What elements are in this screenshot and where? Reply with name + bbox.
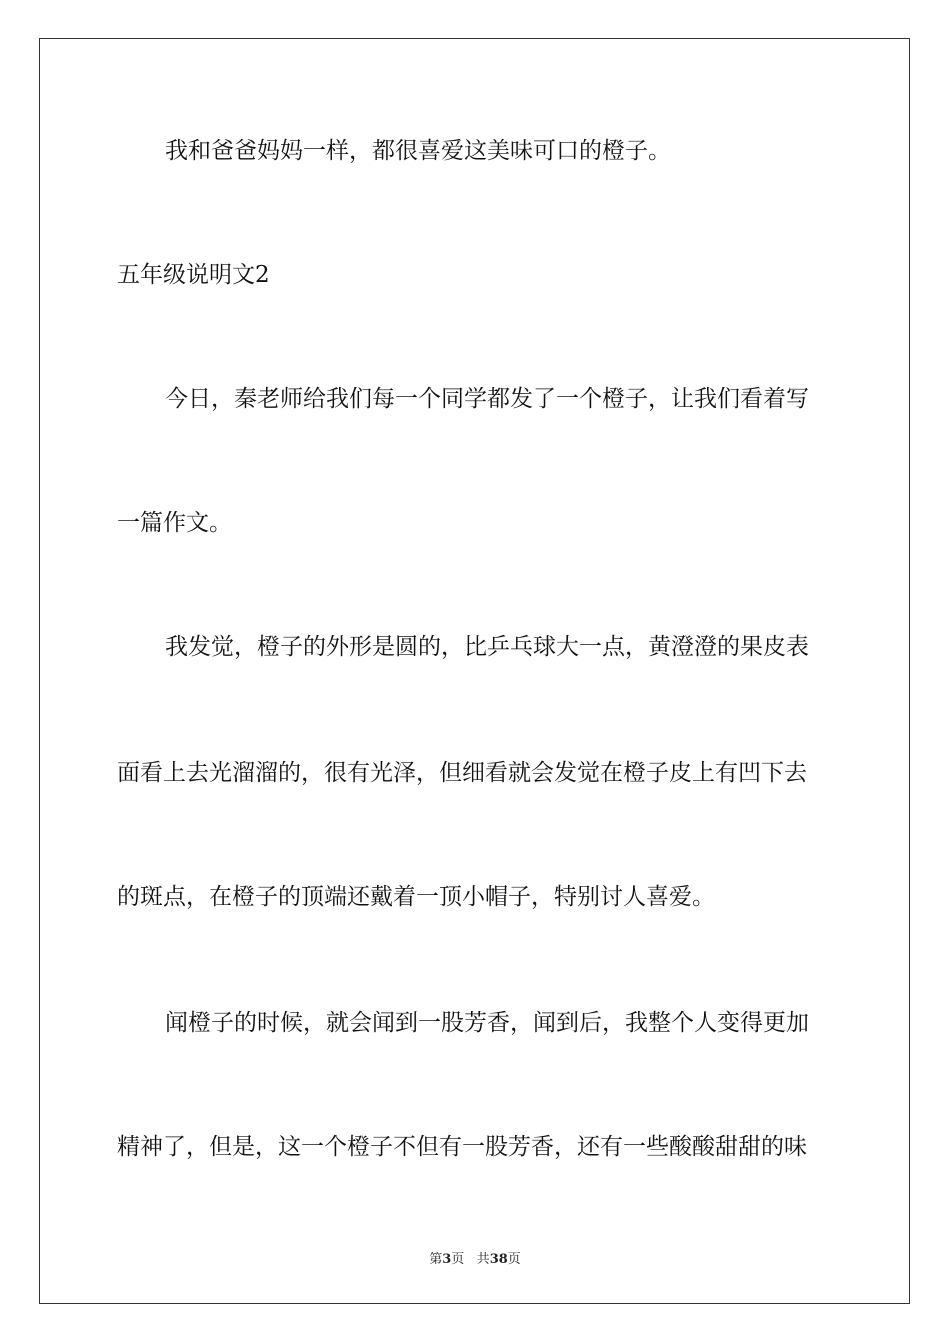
- page-suffix: 页: [451, 1252, 465, 1267]
- paragraph-line: 我和爸爸妈妈一样，都很喜爱这美味可口的橙子。: [165, 138, 671, 164]
- page-prefix: 第: [429, 1252, 443, 1267]
- paragraph-line: 今日，秦老师给我们每一个同学都发了一个橙子，让我们看着写: [165, 386, 809, 412]
- page-number: 3: [442, 1252, 452, 1267]
- paragraph-line: 精神了，但是，这一个橙子不但有一股芳香，还有一些酸酸甜甜的味: [117, 1134, 807, 1160]
- total-prefix: 共: [476, 1252, 490, 1267]
- paragraph-line: 面看上去光溜溜的，很有光泽，但细看就会发觉在橙子皮上有凹下去: [117, 760, 807, 786]
- section-heading: 五年级说明文2: [117, 262, 270, 288]
- paragraph-line: 一篇作文。: [117, 510, 232, 536]
- page-footer: [0, 1248, 950, 1267]
- paragraph-line: 的斑点，在橙子的顶端还戴着一顶小帽子，特别讨人喜爱。: [117, 884, 715, 910]
- total-pages: 38: [489, 1252, 508, 1267]
- paragraph-line: 我发觉，橙子的外形是圆的，比乒乓球大一点，黄澄澄的果皮表: [165, 634, 809, 660]
- total-suffix: 页: [507, 1252, 521, 1267]
- page-border: [39, 38, 910, 1304]
- paragraph-line: 闻橙子的时候，就会闻到一股芳香，闻到后，我整个人变得更加: [165, 1010, 809, 1036]
